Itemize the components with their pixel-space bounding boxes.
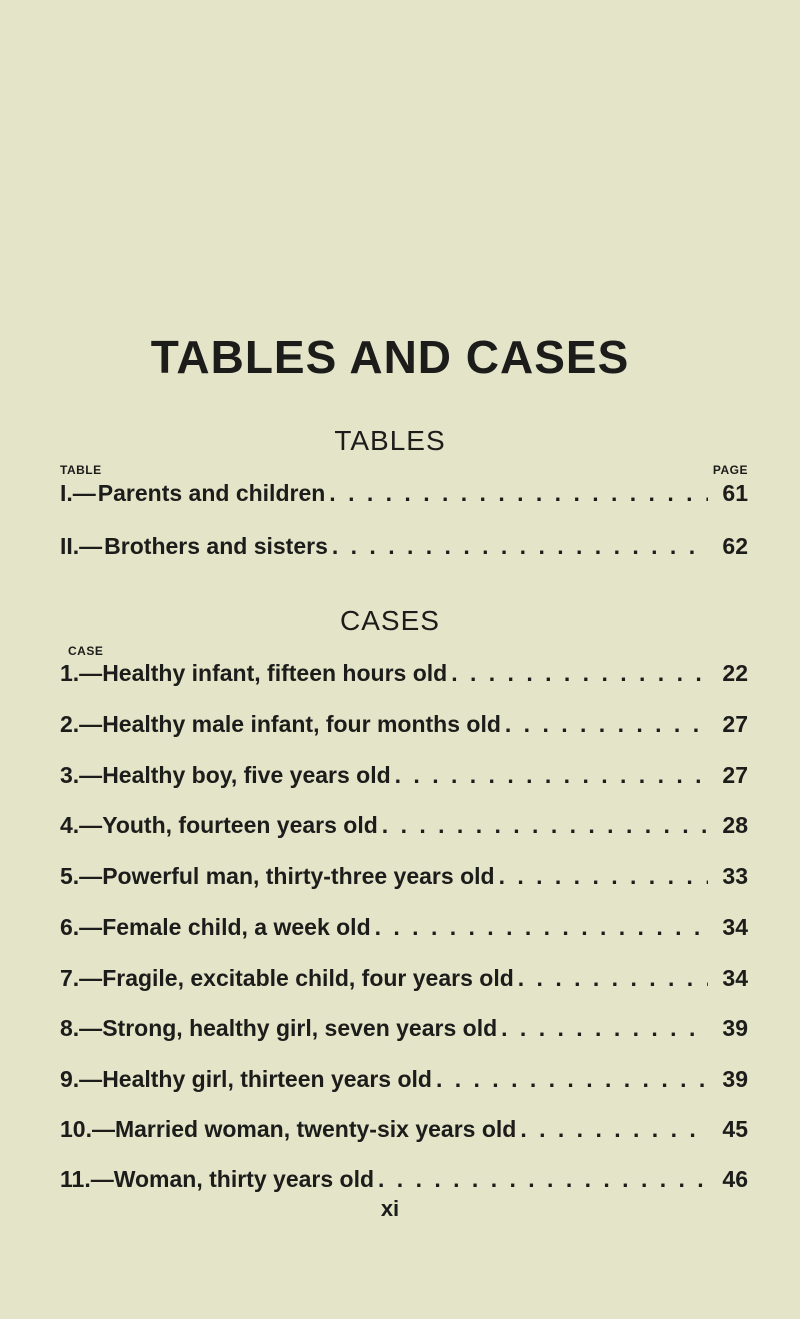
table-entry-page: 61 [722, 480, 748, 506]
case-entry-page: 34 [722, 965, 748, 991]
case-entry-label: Healthy boy, five years old [102, 762, 391, 788]
leader-dots [371, 914, 708, 941]
case-entry-5 [60, 863, 748, 897]
case-entry-page: 22 [722, 660, 748, 686]
table-entry-label: Parents and children [97, 480, 326, 506]
leader-dots [374, 1166, 708, 1193]
table-entry-number: I.— [60, 480, 96, 506]
case-entry-1 [60, 660, 748, 694]
case-entry-number: 1.— [60, 660, 103, 686]
leader-dots [391, 762, 708, 789]
case-entry-number: 11.— [60, 1166, 114, 1192]
leader-dots [501, 711, 708, 738]
case-entry-number: 6.— [60, 914, 103, 940]
case-entry-number: 9.— [60, 1066, 103, 1092]
case-entry-number: 7.— [60, 965, 103, 991]
case-entry-page: 39 [722, 1015, 748, 1041]
leader-dots [514, 965, 708, 992]
case-entry-page: 27 [722, 762, 748, 788]
leader-dots [516, 1116, 708, 1143]
case-entry-number: 5.— [60, 863, 103, 889]
case-entry-2 [60, 711, 748, 745]
leader-dots [497, 1015, 708, 1042]
case-entry-9 [60, 1066, 748, 1100]
case-entry-page: 33 [722, 863, 748, 889]
case-entry-page: 45 [722, 1116, 748, 1142]
case-entry-number: 3.— [60, 762, 103, 788]
case-entry-6 [60, 914, 748, 948]
case-entry-page: 28 [722, 812, 748, 838]
case-entry-label: Woman, thirty years old [113, 1166, 375, 1192]
leader-dots [432, 1066, 708, 1093]
case-entry-label: Powerful man, thirty-three years old [102, 863, 495, 889]
case-entry-label: Strong, healthy girl, seven years old [102, 1015, 498, 1041]
case-entry-page: 39 [722, 1066, 748, 1092]
leader-dots [325, 480, 708, 507]
leader-dots [495, 863, 708, 890]
case-entry-page: 46 [722, 1166, 748, 1192]
table-entry-page: 62 [722, 533, 748, 559]
table-entry-2 [60, 533, 748, 567]
leader-dots [328, 533, 708, 560]
case-entry-label: Fragile, excitable child, four years old [102, 965, 514, 991]
tables-section-title: TABLES [334, 425, 446, 456]
case-entry-10 [60, 1116, 748, 1150]
table-entry-number: II.— [60, 533, 103, 559]
case-column-label: CASE [68, 644, 104, 658]
table-entry-label: Brothers and sisters [104, 533, 328, 559]
case-entry-number: 2.— [60, 711, 103, 737]
case-entry-label: Female child, a week old [102, 914, 371, 940]
case-entry-7 [60, 965, 748, 999]
case-entry-number: 4.— [60, 812, 103, 838]
case-entry-label: Healthy infant, fifteen hours old [102, 660, 448, 686]
leader-dots [447, 660, 708, 687]
case-entry-3 [60, 762, 748, 796]
case-entry-page: 27 [722, 711, 748, 737]
page-column-label: PAGE [712, 463, 748, 477]
case-entry-label: Married woman, twenty-six years old [114, 1116, 517, 1142]
case-entry-label: Healthy male infant, four months old [102, 711, 501, 737]
case-entry-8 [60, 1015, 748, 1049]
case-entry-4 [60, 812, 748, 846]
case-entry-label: Youth, fourteen years old [102, 812, 378, 838]
case-entry-11 [60, 1166, 748, 1200]
table-column-label: TABLE [60, 463, 102, 477]
page-number: xi [380, 1196, 400, 1221]
case-entry-page: 34 [722, 914, 748, 940]
case-entry-label: Healthy girl, thirteen years old [102, 1066, 432, 1092]
cases-section-title: CASES [340, 605, 440, 636]
page-title: TABLES AND CASES [150, 331, 630, 383]
case-entry-number: 10.— [60, 1116, 115, 1142]
table-entry-1 [60, 480, 748, 514]
leader-dots [378, 812, 708, 839]
case-entry-number: 8.— [60, 1015, 103, 1041]
